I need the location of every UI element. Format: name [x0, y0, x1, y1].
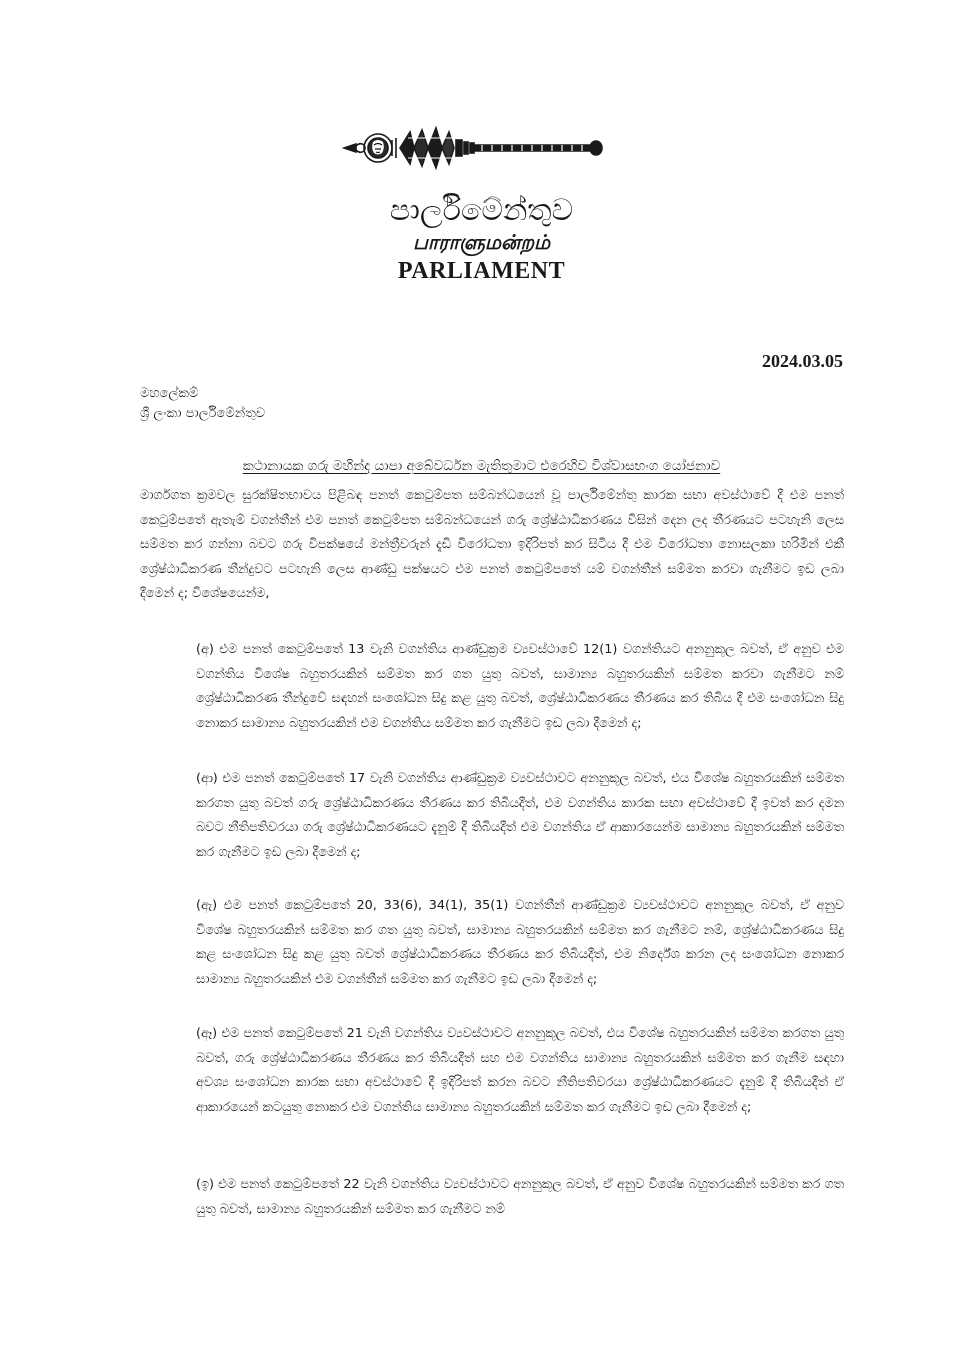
title-tamil: பாராளுமன்றம் — [412, 230, 551, 254]
title-english: PARLIAMENT — [397, 258, 566, 284]
letter-date: 2024.03.05 — [762, 351, 843, 371]
list-item: (ඈ) එම පනත් කෙටුම්පතේ 21 වැනි වගන්තිය ව්‍යවස්ථාවට අනනුකූල බවත්, එය විශේෂ බහුතරයකින් සම්මත කරගත යුතු බවත්, ගරු ශ්‍රේෂ්ඨාධිකරණය තීරණය කර තිබියදීත් සහ එම වගන්තිය සාමාන්‍ය බහුතරයකින් සම්මත කර ගැනීම සඳහා අවශ්‍ය සංශෝධන කාරක සභා අවස්ථාවේ දී ඉදිරිපත් කරන බවට නීතිපතිවරයා ශ්‍රේෂ්ඨාධිකරණයට දැනුම් දී තිබියදීත් ඒ ආකාරයෙන් කටයුතු නොකර එම වගන්තිය සාමාන්‍ය බහුතරයකින් සම්මත කර ගැනීමට ඉඩ ලබා දීමෙන් ද; — [196, 1026, 844, 1115]
list-item: (අ) එම පනත් කෙටුම්පතේ 13 වැනි වගන්තිය ආණ්ඩුක්‍රම ව්‍යවස්ථාවේ 12(1) වගන්තියට අනනුකූල බවත්, ඒ අනුව එම වගන්තිය විශේෂ බහුතරයකින් සම්මත කර ගත යුතු බවත්, සාමාන්‍ය බහුතරයකින් සම්මත කරවා ගැනීමට නම් ශ්‍රේෂ්ඨාධිකරණ තීන්දුවේ සඳහන් සංශෝධන සිදු කළ යුතු බවත්, ශ්‍රේෂ්ඨාධිකරණය තීරණය කර තිබිය දී එම සංශෝධන සිදු නොකර සාමාන්‍ය බහුතරයකින් එම වගන්තිය සම්මත කර ගැනීමට ඉඩ ලබා දීමෙන් ද; — [196, 642, 844, 731]
title-sinhala: පාර්ලිමේන්තුව — [389, 193, 574, 228]
list-item: (ඇ) එම පනත් කෙටුම්පතේ 20, 33(6), 34(1), 35(1) වගන්තීන් ආණ්ඩුක්‍රම ව්‍යවස්ථාවට අනනුකූල බවත්, ඒ අනුව විශේෂ බහුතරයකින් සම්මත කර ගත යුතු බවත්, සාමාන්‍ය බහුතරයකින් සම්මත කර ගැනීමට නම්, ශ්‍රේෂ්ඨාධිකරණය සිදු කළ සංශෝධන සිදු කළ යුතු බවත් ශ්‍රේෂ්ඨාධිකරණය තීරණය කර තිබියදීත්, එම නිර්දේශ කරන ලද සංශෝධන නොකර සාමාන්‍ය බහුතරයකින් එම වගන්තීන් සම්මත කර ගැනීමට ඉඩ ලබා දීමෙන් ද; — [196, 898, 844, 987]
list-item: (ආ) එම පනත් කෙටුම්පතේ 17 වැනි වගන්තිය ආණ්ඩුක්‍රම ව්‍යවස්ථාවට අනනුකූල බවත්, එය විශේෂ බහුතරයකින් සම්මත කරගත යුතු බවත් ගරු ශ්‍රේෂ්ඨාධිකරණය තීරණය කර තිබියදීත්, එම වගන්තිය කාරක සභා අවස්ථාවේ දී ඉවත් කර දමන බවට නීතිපතිවරයා ගරු ශ්‍රේෂ්ඨාධිකරණයට දැනුම් දී තිබියදීත් එම වගන්තිය ඒ ආකාරයෙන්ම සාමාන්‍ය බහුතරයකින් සම්මත කර ගැනීමට ඉඩ ලබා දීමෙන් ද; — [196, 771, 844, 860]
parliament-mace-icon — [342, 118, 604, 178]
list-item: (ඉ) එම පනත් කෙටුම්පතේ 22 වැනි වගන්තිය ව්‍යවස්ථාවට අනනුකූල බවත්, ඒ අනුව විශේෂ බහුතරයකින් සම්මත කර ගත යුතු බවත්, සාමාන්‍ය බහුතරයකින් සම්මත කර ගැනීමට නම් — [196, 1177, 844, 1217]
intro-paragraph: මාර්ගගත ක්‍රමවල සුරක්ෂිතභාවය පිළිබඳ පනත් කෙටුම්පත සම්බන්ධයෙන් වූ පාර්ලිමේන්තු කාරක සභා අවස්ථාවේ දී එම පනත් කෙටුම්පතේ ඇතැම් වගන්තීන් එම පනත් කෙටුම්පත සම්බන්ධයෙන් ගරු ශ්‍රේෂ්ඨාධිකරණය විසින් දෙන ලද තීරණයට පටහැනි ලෙස සම්මත කර ගන්නා බවට ගරු විපක්ෂයේ මන්ත්‍රීවරුන් දැඩි විරෝධතා ඉදිරිපත් කර සිටිය දී එම විරෝධතා නොසලකා හරිමින් එකී ශ්‍රේෂ්ඨාධිකරණ තීන්දුවට පටහැනි ලෙස ආණ්ඩු පක්ෂයට එම පනත් කෙටුම්පතේ යම් වගන්තීන් සම්මත කරවා ගැනීමට ඉඩ ලබා දීමෙන් ද; විශේෂයෙන්ම, — [140, 488, 844, 601]
letter-heading: කථානායක ගරු මහින්ද යාපා අබේවර්ධන මැතිතුමාට එරෙහිව විශ්වාසභංග යෝජනාව — [242, 458, 721, 474]
addressee-line-1: මහලේකම් — [140, 386, 199, 401]
addressee-line-2: ශ්‍රී ලංකා පාර්ලිමේන්තුව — [140, 406, 266, 421]
